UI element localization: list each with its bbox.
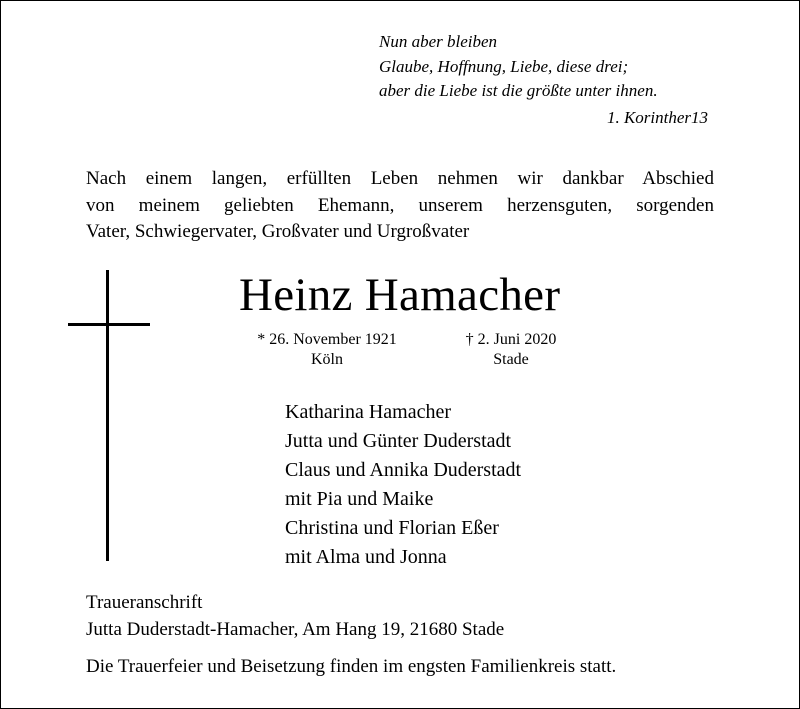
cross-icon-vertical — [106, 270, 109, 561]
family-member: Jutta und Günter Duderstadt — [285, 430, 512, 452]
death-date: † 2. Juni 2020 — [465, 331, 557, 348]
family-member: Katharina Hamacher — [285, 401, 452, 423]
intro-line: Vater, Schwiegervater, Großvater und Urgroßvater — [86, 221, 470, 242]
address-value: Jutta Duderstadt-Hamacher, Am Hang 19, 21680 Stade — [86, 618, 505, 640]
birth-date: * 26. November 1921 — [257, 331, 397, 348]
closing-note: Die Trauerfeier und Beisetzung finden im engsten Familienkreis statt. — [86, 656, 617, 677]
verse-line: aber die Liebe ist die größte unter ihnen. — [379, 81, 658, 100]
address-label: Traueranschrift — [86, 592, 203, 613]
intro-line: von meinem geliebten Ehemann, unserem herzensguten, sorgenden — [86, 194, 714, 216]
family-member: Christina und Florian Eßer — [285, 517, 499, 539]
family-member: mit Alma und Jonna — [285, 546, 447, 568]
intro-text — [86, 166, 714, 246]
verse-reference: 1. Korinther13 — [606, 108, 708, 127]
family-member: mit Pia und Maike — [285, 488, 434, 510]
bible-verse — [379, 30, 658, 104]
mourning-address — [86, 590, 504, 643]
family-list — [285, 398, 521, 572]
deceased-name: Heinz Hamacher — [239, 269, 561, 321]
death-place: Stade — [493, 351, 529, 368]
cross-icon-horizontal — [68, 323, 150, 326]
verse-line: Glaube, Hoffnung, Liebe, diese drei; — [379, 56, 629, 76]
birth-place: Köln — [311, 351, 343, 368]
family-member: Claus und Annika Duderstadt — [285, 459, 522, 481]
death-info — [456, 330, 566, 370]
birth-info — [246, 330, 408, 370]
intro-line: Nach einem langen, erfüllten Leben nehmen wir dankbar Abschied — [86, 168, 714, 189]
verse-line: Nun aber bleiben — [379, 32, 498, 51]
